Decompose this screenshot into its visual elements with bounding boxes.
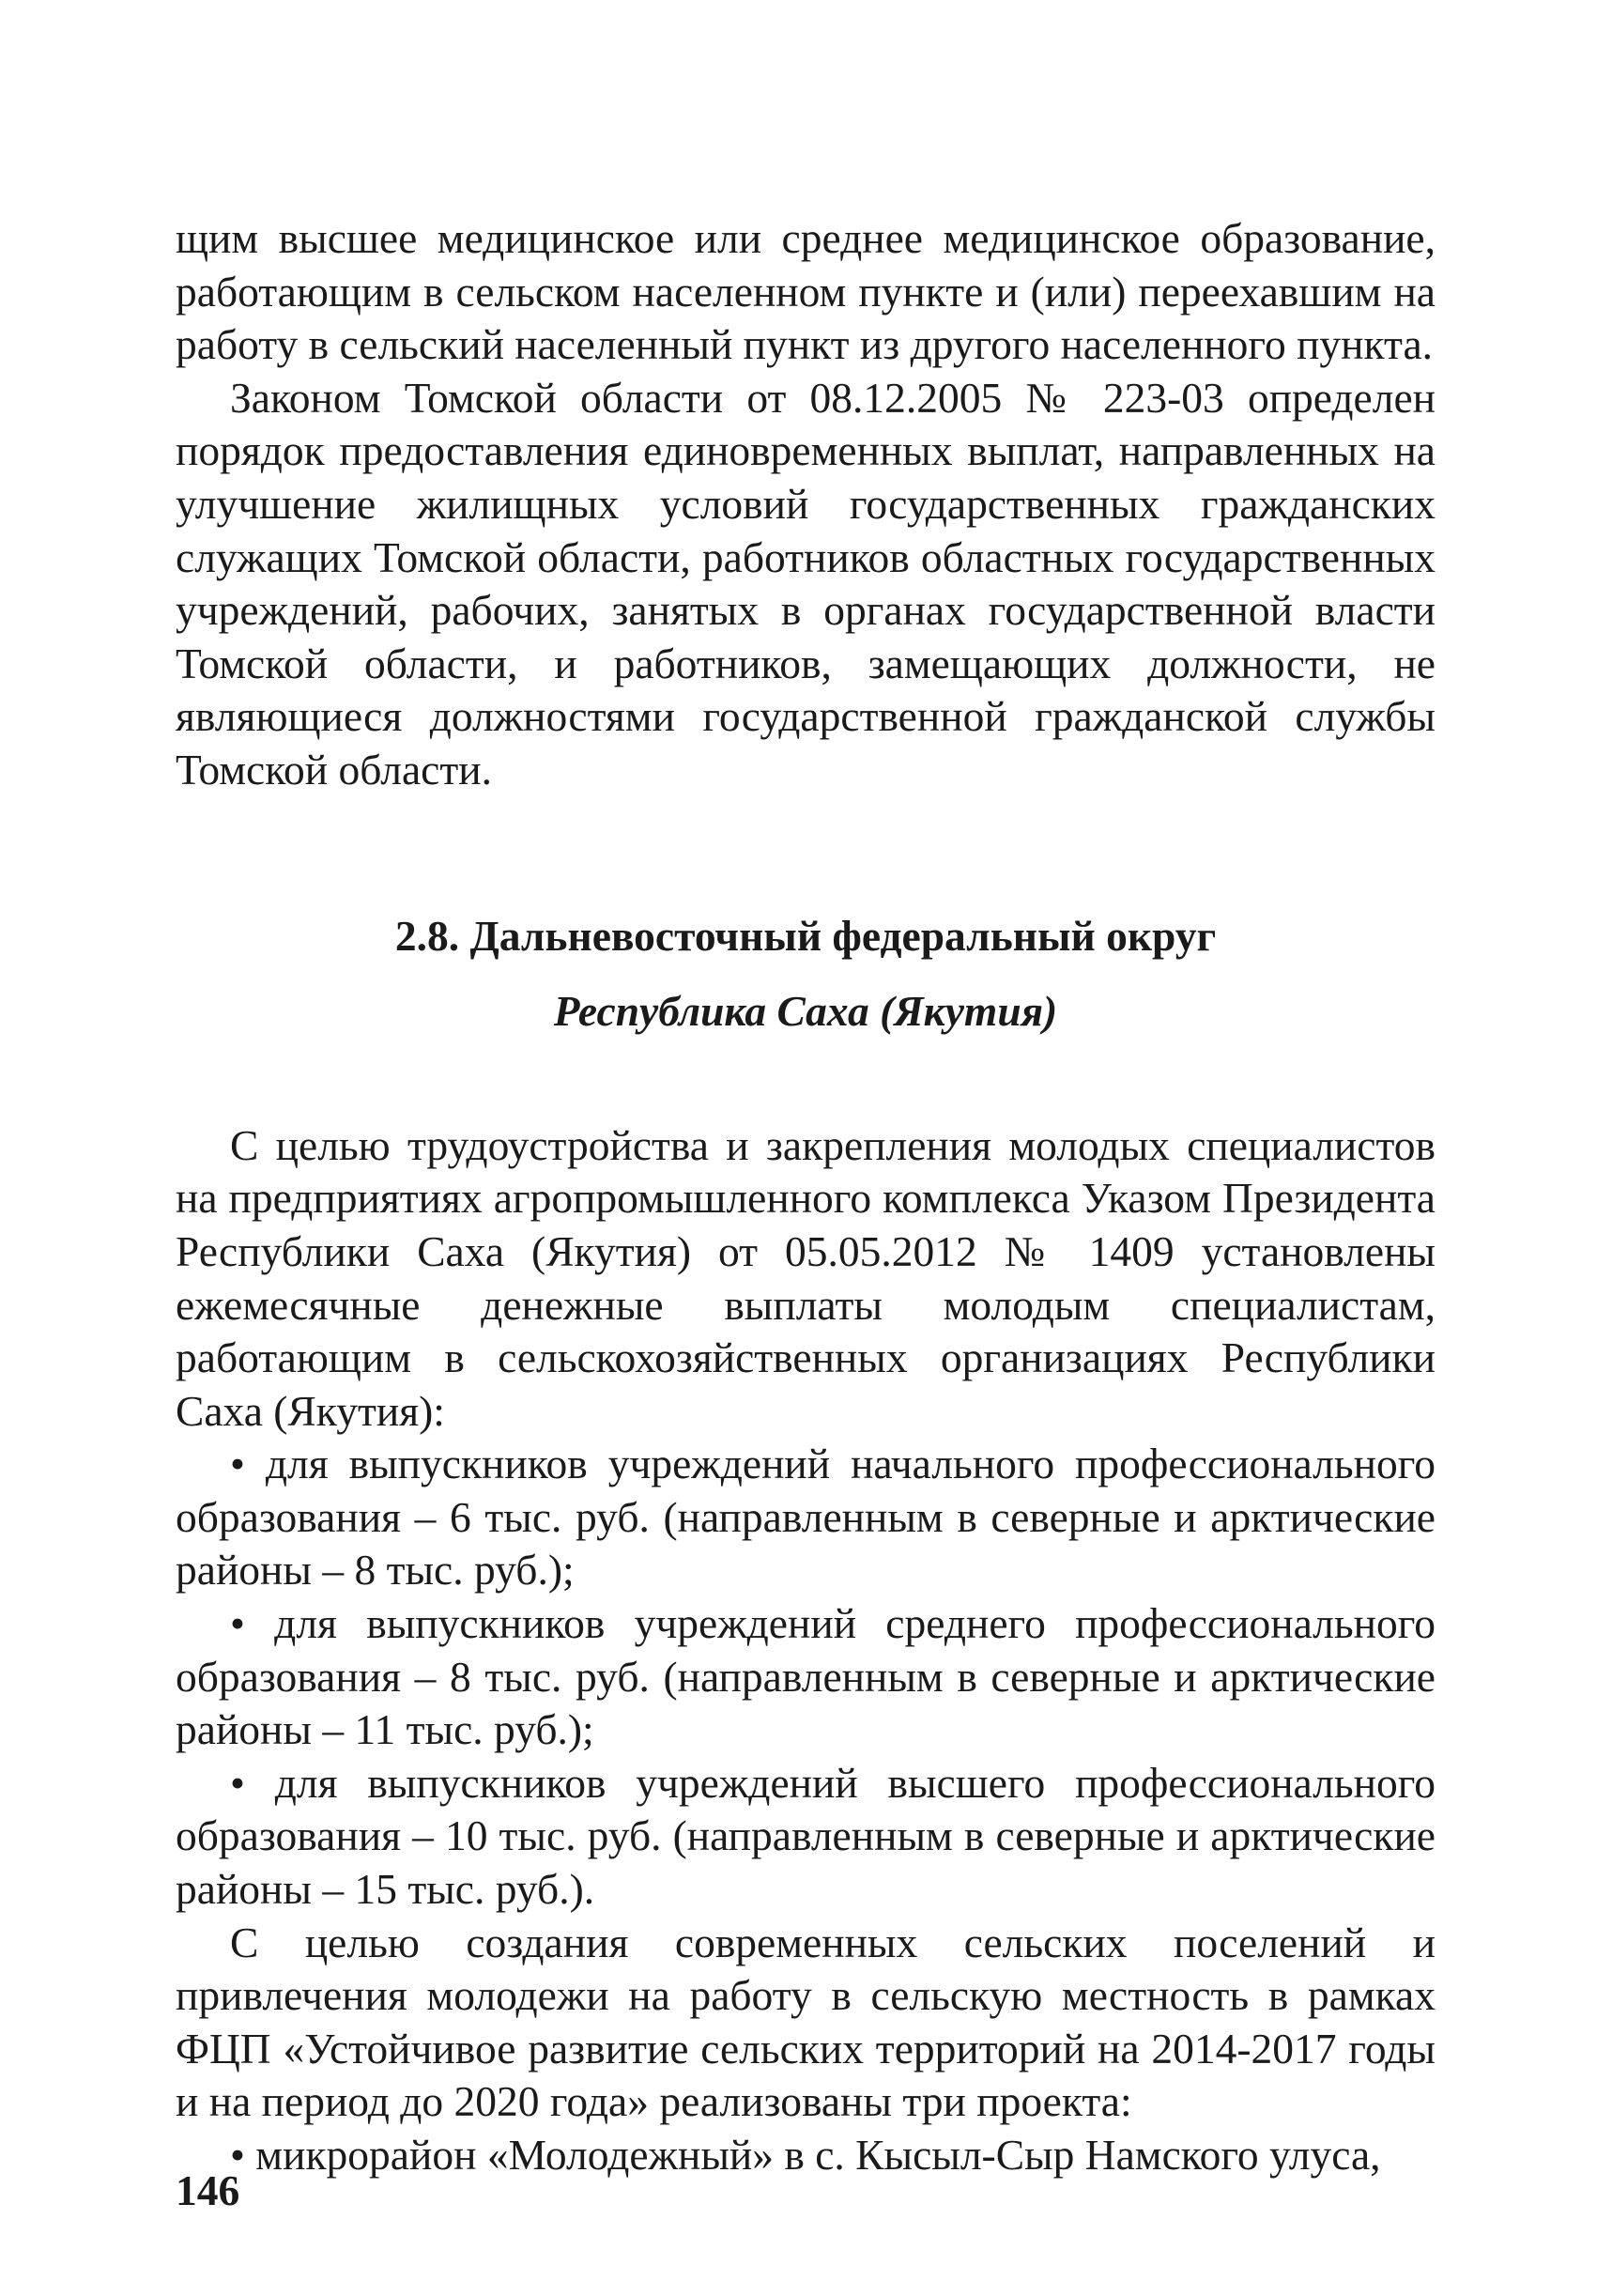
bullet-item: • для выпускников учреждений высшего профессионального образования – 10 тыс. руб. (направленным в северные и арктические районы – 15 тыс. руб.). <box>176 1758 1436 1914</box>
heading-spacer <box>176 1039 1436 1119</box>
section-spacer <box>176 797 1436 910</box>
program-paragraph: С целью создания современных сельских поселений и привлечения молодежи на работу в сельскую местность в рамках ФЦП «Устойчивое развитие сельских территорий на 2014-2017 годы и на период до 2020 года» реализованы три проекта: <box>176 1918 1436 2126</box>
page-body <box>176 212 1436 2182</box>
region-heading: Республика Саха (Якутия) <box>553 987 1058 1036</box>
bullet-item: • для выпускников учреждений среднего профессионального образования – 8 тыс. руб. (направленным в северные и арктические районы – 11 тыс. руб.); <box>176 1599 1436 1754</box>
tomsk-law-paragraph: Законом Томской области от 08.12.2005 № 223-03 определен порядок предоставления единовременных выплат, направленных на улучшение жилищных условий государственных гражданских служащих Томской области, работников областных государственных учреждений, рабочих, занятых в органах государственной власти Томской области, и работников, замещающих должности, не являющиеся должностями государственной гражданской службы Томской области. <box>176 373 1436 794</box>
bullet-item-last: • микрорайон «Молодежный» в с. Кысыл-Сыр Намского улуса, <box>230 2131 1381 2179</box>
section-heading: 2.8. Дальневосточный федеральный округ <box>394 911 1217 960</box>
carryover-paragraph: щим высшее медицинское или среднее медицинское образование, работающим в сельском населенном пункте и (или) переехавшим на работу в сельский населенный пункт из другого населенного пункта. <box>176 214 1436 369</box>
page-number: 146 <box>176 2166 240 2214</box>
bullet-item: • для выпускников учреждений начального профессионального образования – 6 тыс. руб. (направленным в северные и арктические районы – 8 тыс. руб.); <box>176 1440 1436 1595</box>
decree-paragraph: С целью трудоустройства и закрепления молодых специалистов на предприятиях агропромышленного комплекса Указом Президента Республики Саха (Якутия) от 05.05.2012 № 1409 установлены ежемесячные денежные выплаты молодым специалистам, работающим в сельскохозяйственных организациях Республики Саха (Якутия): <box>176 1120 1436 1435</box>
